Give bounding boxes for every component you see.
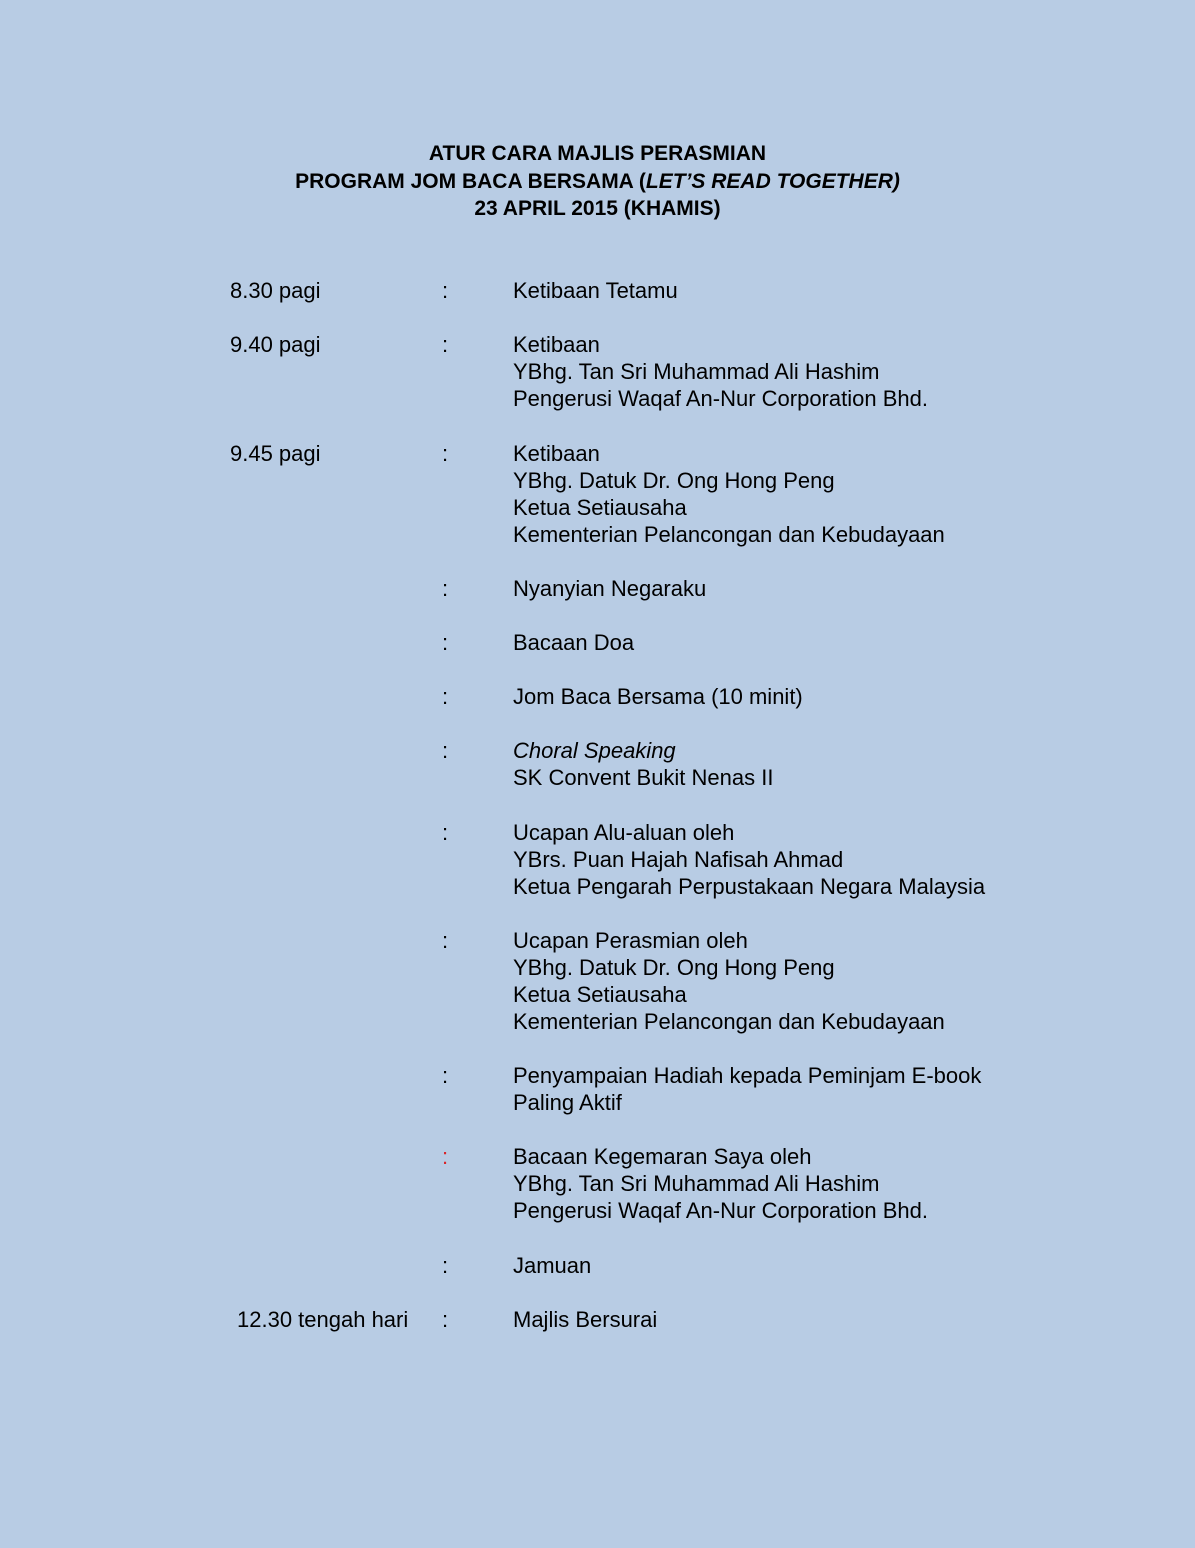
schedule-description xyxy=(513,737,773,791)
schedule-separator: : xyxy=(442,332,449,357)
description-line: Pengerusi Waqaf An-Nur Corporation Bhd. xyxy=(513,386,928,411)
title-line-3: 23 APRIL 2015 (KHAMIS) xyxy=(474,197,721,220)
description-line: SK Convent Bukit Nenas II xyxy=(513,765,774,790)
schedule-description xyxy=(513,819,985,900)
description-line: YBhg. Datuk Dr. Ong Hong Peng xyxy=(513,468,835,493)
description-line: Nyanyian Negaraku xyxy=(513,576,707,601)
schedule-separator: : xyxy=(442,441,449,466)
schedule-separator: : xyxy=(442,684,449,709)
schedule-time: 8.30 pagi xyxy=(230,278,321,303)
description-line: Ketua Pengarah Perpustakaan Negara Malaysia xyxy=(513,874,986,899)
schedule-time: 9.45 pagi xyxy=(230,441,321,466)
description-line: Choral Speaking xyxy=(513,738,676,763)
schedule-time: 9.40 pagi xyxy=(230,332,321,357)
schedule-description xyxy=(513,1143,928,1224)
schedule-separator: : xyxy=(442,1063,449,1088)
description-line: Majlis Bersurai xyxy=(513,1307,658,1332)
title-line-2-main: PROGRAM JOM BACA BERSAMA ( xyxy=(295,170,646,193)
description-line: Ketua Setiausaha xyxy=(513,495,687,520)
description-line: Ucapan Perasmian oleh xyxy=(513,928,748,953)
title-line-1: ATUR CARA MAJLIS PERASMIAN xyxy=(428,142,767,165)
schedule-description xyxy=(513,440,945,548)
description-line: Pengerusi Waqaf An-Nur Corporation Bhd. xyxy=(513,1198,928,1223)
description-line: Bacaan Kegemaran Saya oleh xyxy=(513,1144,812,1169)
description-line: Bacaan Doa xyxy=(513,630,635,655)
schedule-separator-red: : xyxy=(442,1144,449,1169)
title-line-2-italic: LET’S READ TOGETHER) xyxy=(645,170,900,193)
schedule-description xyxy=(513,927,945,1035)
schedule-description xyxy=(513,629,634,656)
title-line-2 xyxy=(0,170,1195,194)
schedule-separator: : xyxy=(442,576,449,601)
schedule-description xyxy=(513,331,928,412)
description-line: YBhg. Datuk Dr. Ong Hong Peng xyxy=(513,955,835,980)
description-line: Ketibaan xyxy=(513,441,600,466)
schedule-description xyxy=(513,1062,981,1116)
schedule-description xyxy=(513,683,803,710)
description-line: YBhg. Tan Sri Muhammad Ali Hashim xyxy=(513,1171,880,1196)
description-line: YBrs. Puan Hajah Nafisah Ahmad xyxy=(513,847,844,872)
schedule-description xyxy=(513,1306,657,1333)
schedule-separator: : xyxy=(442,630,449,655)
description-line: Ketibaan Tetamu xyxy=(513,278,678,303)
description-line: YBhg. Tan Sri Muhammad Ali Hashim xyxy=(513,359,880,384)
description-line: Jamuan xyxy=(513,1253,592,1278)
description-line: Kementerian Pelancongan dan Kebudayaan xyxy=(513,522,945,547)
schedule-description xyxy=(513,277,678,304)
schedule-separator: : xyxy=(442,928,449,953)
schedule-separator: : xyxy=(442,278,449,303)
description-line: Ketua Setiausaha xyxy=(513,982,687,1007)
description-line: Ucapan Alu-aluan oleh xyxy=(513,820,735,845)
description-line: Jom Baca Bersama (10 minit) xyxy=(513,684,803,709)
schedule-separator: : xyxy=(442,1307,449,1332)
description-line: Penyampaian Hadiah kepada Peminjam E-book xyxy=(513,1063,982,1088)
description-line: Paling Aktif xyxy=(513,1090,622,1115)
schedule-separator: : xyxy=(442,738,449,763)
description-line: Kementerian Pelancongan dan Kebudayaan xyxy=(513,1009,945,1034)
description-line: Ketibaan xyxy=(513,332,600,357)
schedule-time: 12.30 tengah hari xyxy=(237,1307,409,1332)
schedule-separator: : xyxy=(442,820,449,845)
schedule-description xyxy=(513,1252,591,1279)
schedule-separator: : xyxy=(442,1253,449,1278)
schedule-description xyxy=(513,575,706,602)
